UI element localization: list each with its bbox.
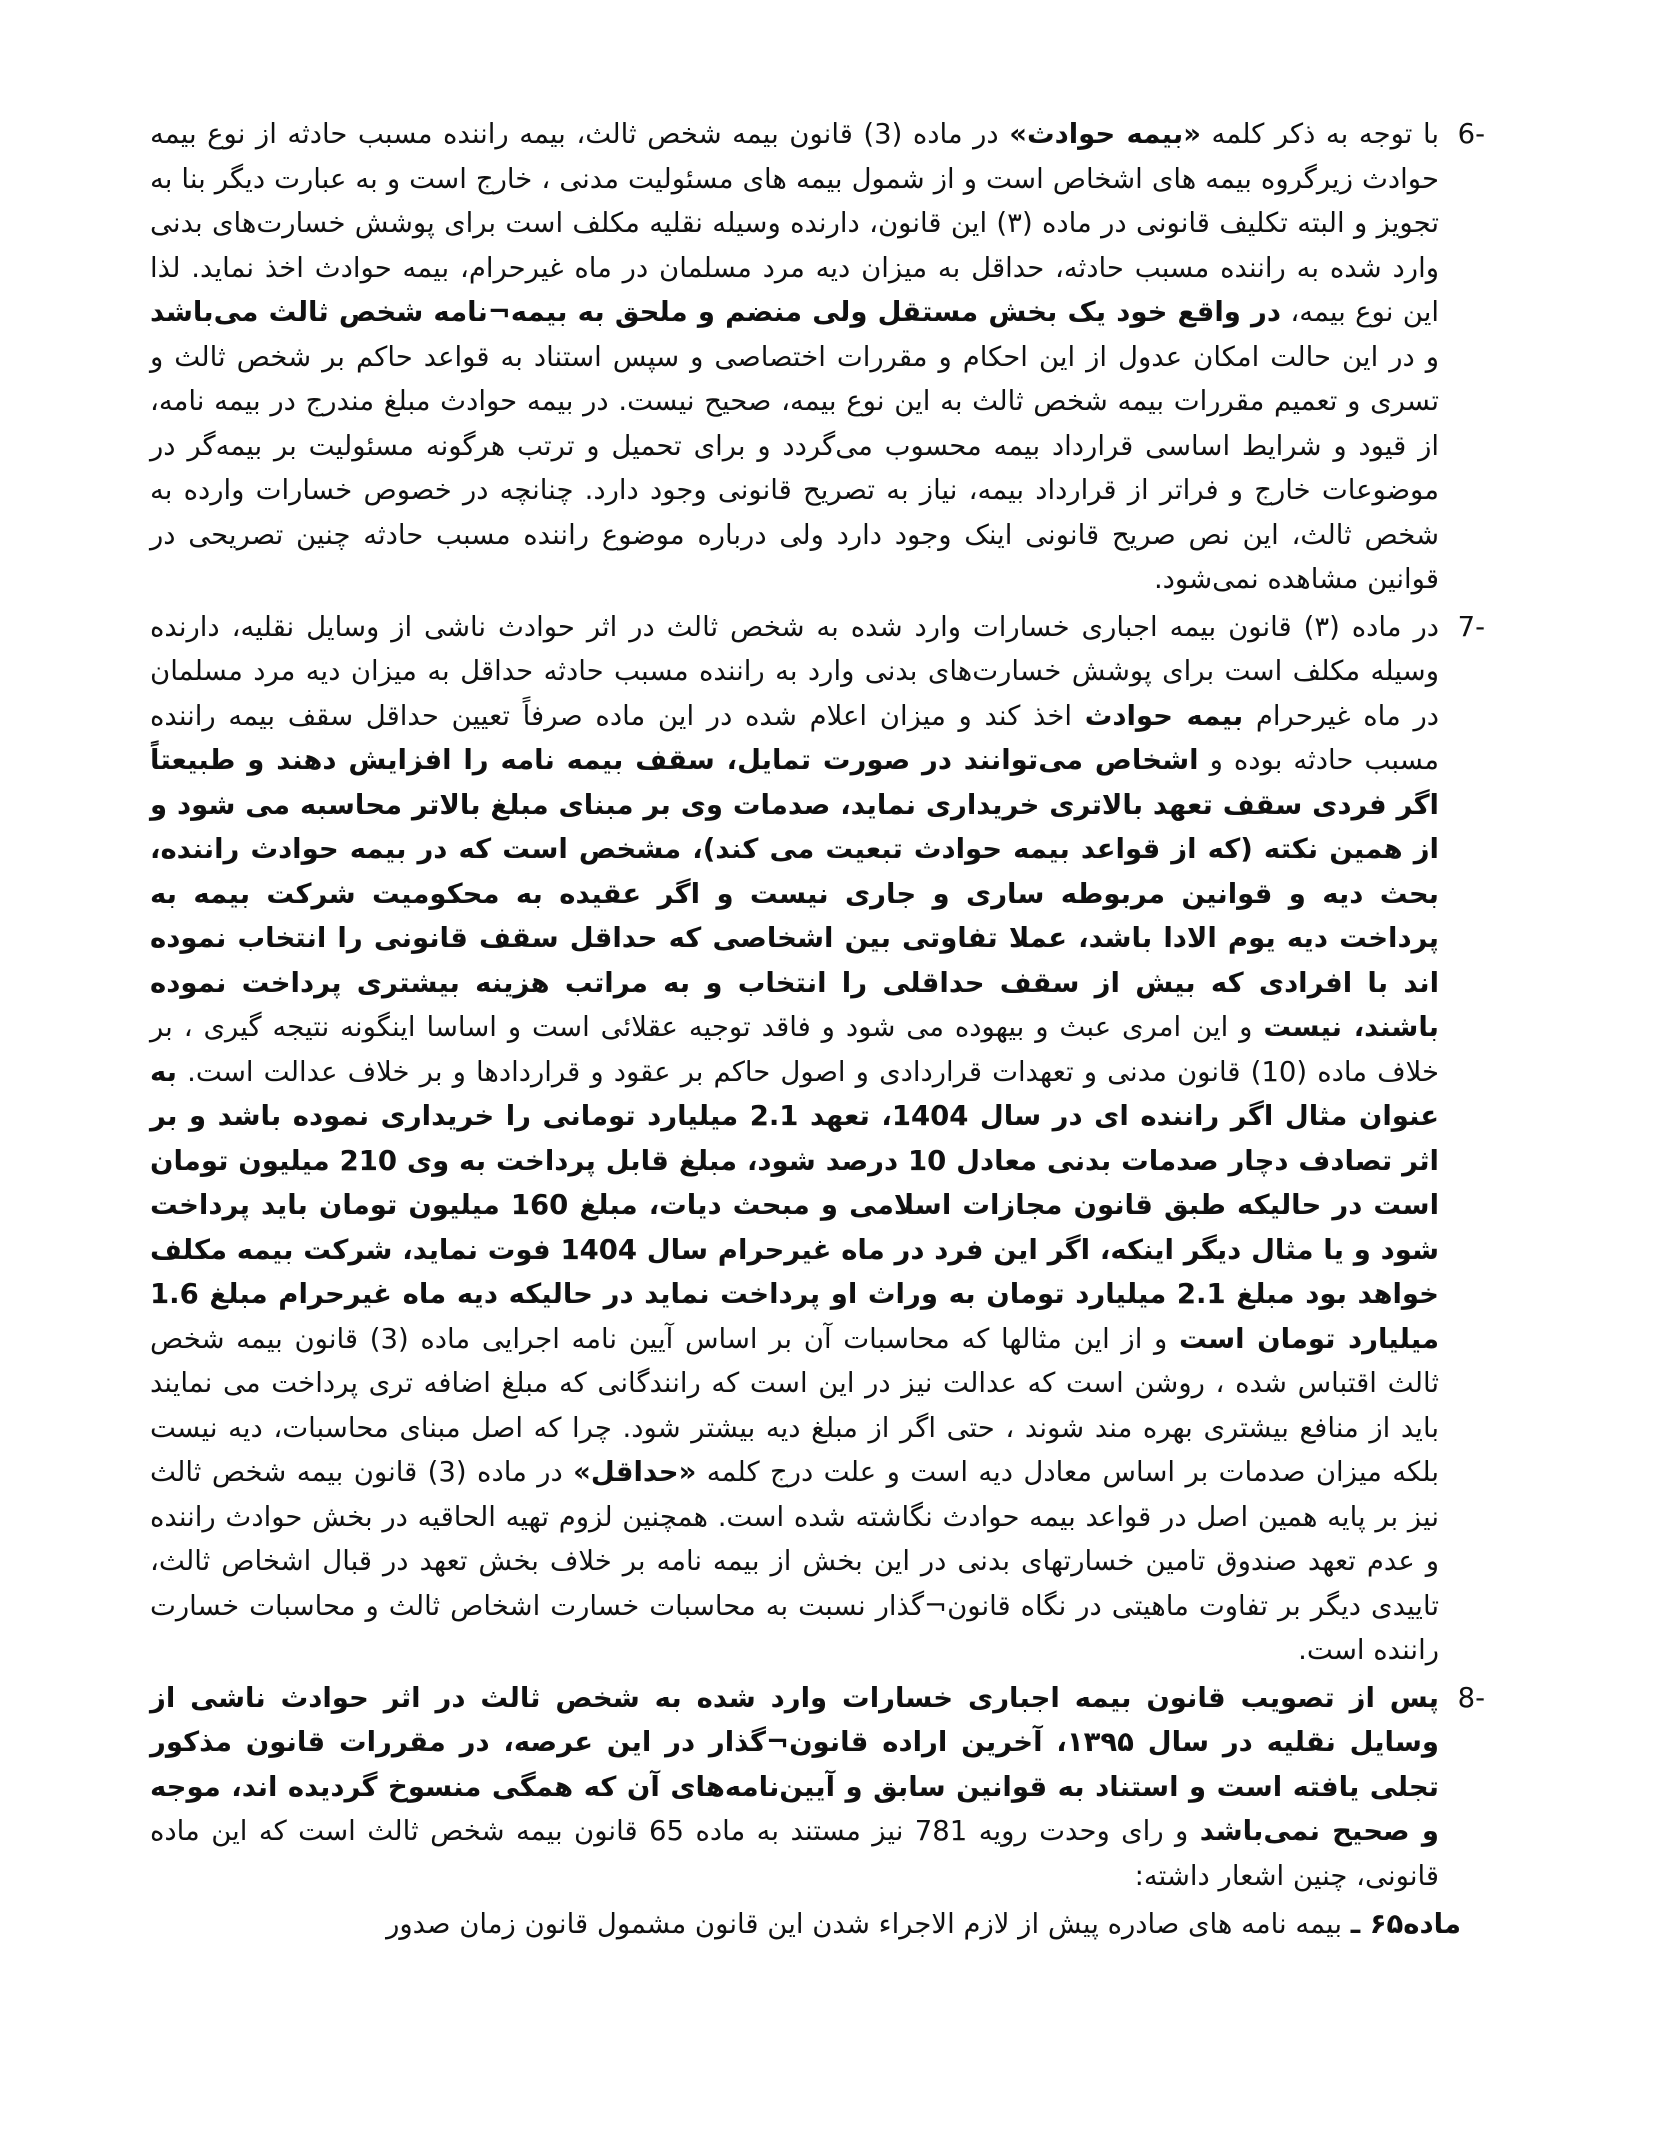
bold-segment: اشخاص می‌توانند در صورت تمایل، سقف بیمه نامه را افزایش دهند و طبیعتاً اگر فردی سقف تعهد بالاتری خریداری نماید، صدمات وی بر مبنای مبلغ بالاتر محاسبه می شود و از همین نکته (که از قواعد بیمه حوادث تبعیت می کند)، مشخص است که در بیمه حوادث راننده، بحث دیه و قوانین مربوطه ساری و جاری نیست و اگر عقیده به محکومیت شرکت بیمه به پرداخت دیه یوم الادا باشد، عملا تفاوتی بین اشخاصی که حداقل سقف قانونی را انتخاب نموده اند با افرادی که بیش از سقف حداقلی را انتخاب و به مراتب هزینه بیشتری پرداخت نموده باشند، نیست (150, 744, 1439, 1043)
bold-segment: در واقع خود یک بخش مستقل ولی منضم و ملحق به بیمه¬نامه شخص ثالث می‌باشد (150, 296, 1281, 328)
text-segment: در ماده (3) قانون بیمه شخص ثالث نیز بر پایه همین اصل در قواعد بیمه حوادث نگاشته شده است. همچنین لزوم تهیه الحاقیه در بخش حوادث راننده و عدم تعهد صندوق تامین خسارتهای بدنی در این بخش از بیمه نامه بر خلاف بخش تعهد در قبال اشخاص ثالث، تاییدی دیگر بر تفاوت ماهیتی در نگاه قانون¬گذار نسبت به محاسبات خسارت اشخاص ثالث و محاسبات خسارت راننده است. (150, 1456, 1439, 1666)
text-segment: با توجه به ذکر کلمه (1201, 118, 1439, 150)
text-segment: و در این حالت امکان عدول از این احکام و مقررات اختصاصی و سپس استناد به قواعد حاکم بر شخص ثالث و تسری و تعمیم مقررات بیمه شخص ثالث به این نوع بیمه، صحیح نیست. در بیمه حوادث مبلغ مندرج در بیمه نامه، از قیود و شرایط اساسی قرارداد بیمه محسوب می‌گردد و برای تحمیل و ترتب هرگونه مسئولیت بر بیمه‌گر در موضوعات خارج و فراتر از قرارداد بیمه، نیاز به تصریح قانونی وجود دارد. چنانچه در خصوص خسارات وارده به شخص ثالث، این نص صریح قانونی اینک وجود دارد ولی درباره موضوع راننده مسبب حادثه چنین تصریحی در قوانین مشاهده نمی‌شود. (150, 340, 1439, 595)
article-text: بیمه نامه های صادره پیش از لازم الاجراء شدن این قانون مشمول قانون زمان صدور (386, 1908, 1351, 1940)
bold-segment: پس از تصویب قانون بیمه اجباری خسارات وارد شده به شخص ثالث در اثر حوادث ناشی از وسایل نقلیه در سال ۱۳۹۵، آخرین اراده قانون¬گذار در این عرصه، در مقررات قانون مذکور تجلی یافته است و استناد به قوانین سابق و آیین‌نامه‌های آن که همگی منسوخ گردیده اند، موجه و صحیح نمی‌باشد (150, 1681, 1439, 1847)
quoted-article (150, 1902, 1475, 1947)
item-number: 7- (1457, 610, 1485, 643)
article-label: ماده۶۵ ـ (1350, 1908, 1461, 1940)
list-item-8 (150, 1676, 1485, 1899)
text-segment: اخذ کند و میزان اعلام شده در این ماده صرفاً تعیین حداقل سقف بیمه راننده مسبب حادثه بوده و (150, 699, 1439, 776)
item-paragraph (150, 605, 1439, 1673)
item-paragraph (150, 112, 1439, 602)
item-number: 6- (1457, 118, 1485, 150)
document-content (150, 112, 1485, 1947)
list-item-7 (150, 605, 1485, 1673)
text-segment: در ماده (۳) قانون بیمه اجباری خسارات وارد شده به شخص ثالث در اثر حوادث ناشی از وسایل نقلیه، دارنده وسیله مکلف است برای پوشش خسارت‌های بدنی وارد به راننده مسبب حادثه حداقل به میزان دیه مرد مسلمان در ماه غیرحرام (150, 610, 1439, 732)
bold-segment: «بیمه حوادث» (1009, 118, 1201, 150)
bold-segment: به عنوان مثال اگر راننده ای در سال 1404، تعهد 2.1 میلیارد تومانی را خریداری نموده باشد و بر اثر تصادف دچار صدمات بدنی معادل 10 درصد شود، مبلغ قابل پرداخت به وی 210 میلیون تومان است در حالیکه طبق قانون مجازات اسلامی و مبحث دیات، مبلغ 160 میلیون تومان باید پرداخت شود و یا مثال دیگر اینکه، اگر این فرد در ماه غیرحرام سال 1404 فوت نماید، شرکت بیمه مکلف خواهد بود مبلغ 2.1 میلیارد تومان به وراث او پرداخت نماید در حالیکه دیه ماه غیرحرام مبلغ 1.6 میلیارد تومان است (150, 1055, 1440, 1355)
text-segment: در ماده (3) قانون بیمه شخص ثالث، بیمه راننده مسبب حادثه از نوع بیمه حوادث زیرگروه بیمه های اشخاص است و از شمول بیمه های مسئولیت مدنی ، خارج است و به عبارت دیگر بنا به تجویز و البته تکلیف قانونی در ماده (۳) این قانون، دارنده وسیله نقلیه مکلف است برای پوشش خسارت‌های بدنی وارد شده به راننده مسبب حادثه، حداقل به میزان دیه مرد مسلمان در ماه غیرحرام، بیمه حوادث اخذ نماید. لذا این نوع بیمه، (150, 118, 1440, 328)
item-number: 8- (1457, 1681, 1485, 1714)
text-segment: و از این مثالها که محاسبات آن بر اساس آیین نامه اجرایی ماده (3) قانون بیمه شخص ثالث اقتباس شده ، روشن است که عدالت نیز در این است که رانندگانی که مبلغ اضافه تری پرداخت می نمایند باید از منافع بیشتری بهره مند شوند ، حتی اگر از مبلغ دیه بیشتر شود. چرا که اصل مبنای محاسبات، دیه نیست بلکه میزان صدمات بر اساس معادل دیه است و علت درج کلمه (150, 1322, 1439, 1488)
text-segment: و این امری عبث و بیهوده می شود و فاقد توجیه عقلائی است و اساسا اینگونه نتیجه گیری ، بر خلاف ماده (10) قانون مدنی و تعهدات قراردادی و اصول حاکم بر عقود و قراردادها و بر خلاف عدالت است. (150, 1011, 1440, 1088)
item-paragraph (150, 1676, 1439, 1899)
bold-segment: بیمه حوادث (1084, 699, 1244, 732)
list-item-6 (150, 112, 1485, 602)
bold-segment: «حداقل» (573, 1456, 697, 1488)
text-segment: و رای وحدت رویه 781 نیز مستند به ماده 65 قانون بیمه شخص ثالث است که این ماده قانونی، چنین اشعار داشته: (150, 1815, 1439, 1892)
